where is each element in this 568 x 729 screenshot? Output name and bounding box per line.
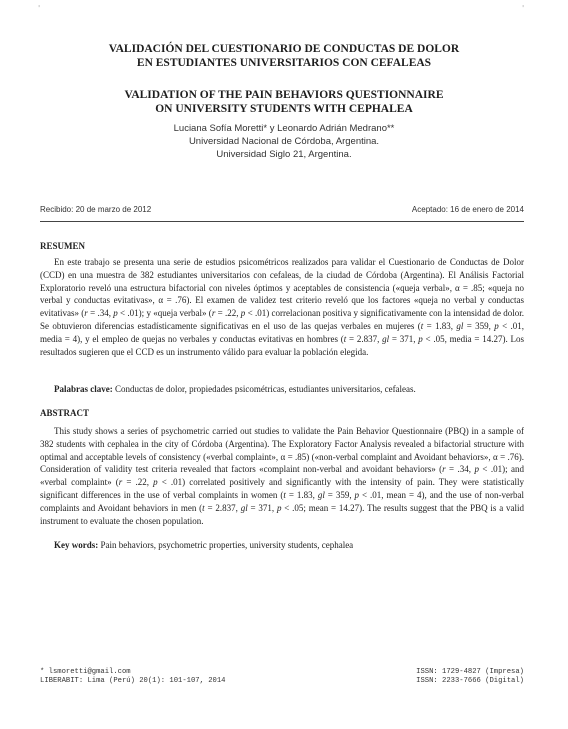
received-date: Recibido: 20 de marzo de 2012 [40,205,152,214]
divider [40,221,524,222]
affiliation: Universidad Siglo 21, Argentina. [216,149,352,160]
footer-right [416,668,524,686]
authors: Luciana Sofía Moretti* y Leonardo Adrián Medrano** [173,123,395,134]
issn-digital: ISSN: 2233-7666 (Digital) [416,677,524,685]
abstract-body: This study shows a series of psychometric carried out studies to validate the Pain Behavior Questionnaire (PBQ) in a sample of 382 students with cephalea in the city of Córdoba (Argentina). The Exploratory Factor Analysis revealed a bifactorial structure with optimal and acceptable levels of consistency («verbal complaint», α = .85) («non-verbal complaint and Avoidant behaviors», α = .76). Consideration of validity test criteria revealed that factors «complaint non-verbal and avoidant behaviors» (r = .34, p < .01); and «verbal complaint» (r = .22, p < .01) correlated positively and significantly with the intensity of pain. They were statistically significant differences in the use of verbal complaints in women (t = 1.83, gl = 359, p < .01, mean = 4), and the use of non-verbal complaints and Avoidant behaviors in men (t = 2.837, gl = 371, p < .05; mean = 14.27). The results suggest that the PBQ is a valid instrument to evaluate the chosen population. [40,426,525,526]
title-spanish: VALIDACIÓN DEL CUESTIONARIO DE CONDUCTAS DE DOLOR EN ESTUDIANTES UNIVERSITARIOS CON CEFALEAS [108,43,460,69]
resumen-heading: RESUMEN [40,241,86,251]
resumen-body: En este trabajo se presenta una serie de estudios psicométricos realizados para validar el Cuestionario de Conductas de Dolor (CCD) en una muestra de 382 estudiantes universitarios con cefaleas, de la ciudad de Córdoba (Argentina). El Análisis Factorial Exploratorio reveló una estructura bifactorial con niveles óptimos y aceptables de consistencia («queja verbal», α = .85; «queja no verbal y conductas evitativas», α = .76). El examen de validez test criterio reveló que los factores «queja no verbal y conductas evitativas» (r = .34, p < .01); y «queja verbal» (r = .22, p < .01) correlacionan positiva y significativamente con la intensidad de dolor. Se obtuvieron diferencias estadísticamente significativas en el uso de las quejas verbales en mujeres (t = 1.83, gl = 359, p < .01, media = 4), y el empleo de quejas no verbales y conductas evitativas en hombres (t = 2.837, gl = 371, p < .05, media = 14.27). Los resultados sugieren que el CCD es un instrumento válido para evaluar la población elegida. [40,257,525,357]
keywords-spanish: Palabras clave: Conductas de dolor, propiedades psicométricas, estudiantes universitarios, cefaleas. [54,384,416,394]
footer-email: * lsmoretti@gmail.com [40,668,131,676]
corner-mark: ' [522,4,525,13]
authors-block [0,122,568,161]
dates-row [40,205,524,214]
abstract-heading: ABSTRACT [40,408,90,418]
corner-mark: ' [38,4,41,13]
issn-print: ISSN: 1729-4827 (Impresa) [416,668,524,676]
title-english: VALIDATION OF THE PAIN BEHAVIORS QUESTIONNAIRE ON UNIVERSITY STUDENTS WITH CEPHALEA [124,89,444,115]
footer-journal: LIBERABIT: Lima (Perú) 20(1): 101-107, 2014 [40,677,226,685]
keywords-english: Key words: Pain behaviors, psychometric properties, university students, cephalea [54,540,354,550]
accepted-date: Aceptado: 16 de enero de 2014 [411,205,524,214]
affiliation: Universidad Nacional de Córdoba, Argentina. [188,136,380,147]
footer-left [40,668,225,686]
